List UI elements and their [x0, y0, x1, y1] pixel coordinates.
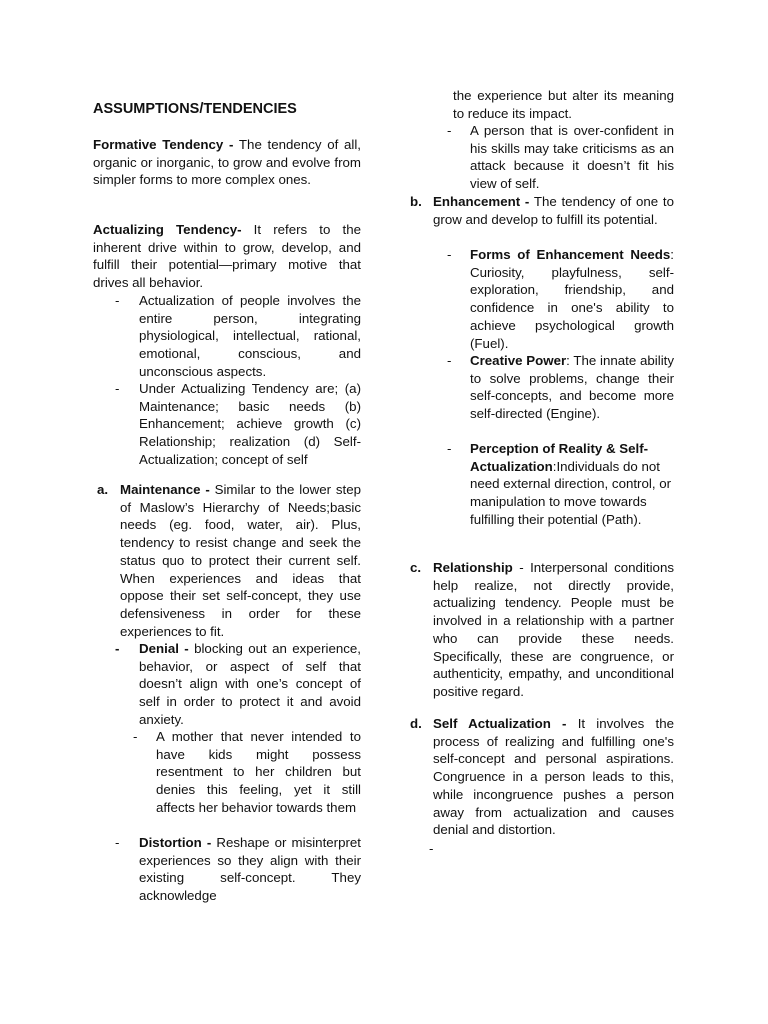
relationship-marker: c. [410, 560, 422, 575]
bullet-dash: - [447, 247, 452, 262]
relationship-text: - Interpersonal conditions help realize, not directly provide, actualizing tendency. People must be involved in a relationship with a partner who can provide these needs. Specifically, these are congruence, or authenticity, empathy, and unconditional positive regard. [433, 560, 674, 699]
formative-tendency-paragraph [93, 136, 361, 189]
relationship-text-block [433, 559, 674, 701]
bullet-dash: - [447, 123, 452, 138]
self-actualization-term: Self Actualization - [433, 716, 567, 731]
distortion-continuation: the experience but alter its meaning to reduce its impact. [453, 88, 674, 121]
maintenance-term: Maintenance - [120, 482, 210, 497]
distortion-term: Distortion - [139, 835, 212, 850]
bullet-dash: - [115, 835, 120, 850]
bullet-dash: - [115, 293, 120, 308]
maintenance-text: Similar to the lower step of Maslow’s Hierarchy of Needs;basic needs (eg. food, water, air). Plus, tendency to resist change and seek the status quo to protect their current self. When experiences and ideas that oppose their set self-concept, they use defensiveness in order for these experiences to fit. [120, 482, 361, 639]
distortion-example [447, 122, 674, 193]
forms-term: Forms of Enhancement Needs [470, 247, 671, 262]
enhancement-text-block [433, 193, 674, 228]
enhancement-bullet-perception [447, 440, 674, 529]
denial-item [115, 640, 361, 729]
maintenance-text-block [120, 481, 361, 640]
self-actualization-text-block [433, 715, 674, 839]
actualizing-tendency-paragraph [93, 221, 361, 292]
formative-text: The tendency of all, organic or inorganic, to grow and evolve from simpler forms to more complex ones. [93, 137, 361, 188]
creative-text-block [470, 352, 674, 423]
page-title: ASSUMPTIONS/TENDENCIES [93, 101, 297, 117]
distortion-item [115, 834, 361, 905]
forms-text-block [470, 246, 674, 352]
forms-text: : Curiosity, playfulness, self-exploration, friendship, and confidence in one's ability to achieve psychological growth (Fuel). [470, 247, 674, 351]
perception-text-block [470, 440, 674, 529]
enhancement-bullet-creative [447, 352, 674, 423]
enhancement-text: The tendency of one to grow and develop to fulfill its potential. [433, 194, 675, 227]
maintenance-item [97, 481, 361, 640]
perception-term: Perception of Reality & Self-Actualization [470, 441, 649, 474]
self-actualization-item [410, 715, 674, 839]
actualizing-bullet-1 [115, 292, 361, 381]
actualizing-term: Actualizing Tendency- [93, 222, 242, 237]
formative-term: Formative Tendency - [93, 137, 234, 152]
trailing-dash: - [429, 841, 434, 856]
denial-example [133, 728, 361, 817]
denial-text: blocking out an experience, behavior, or aspect of self that doesn’t align with one’s concept of self in order to protect it and avoid anxiety. [139, 641, 361, 727]
enhancement-marker: b. [410, 194, 422, 209]
distortion-example-text: A person that is over-confident in his skills may take criticisms as an attack because it doesn’t fit his view of self. [470, 123, 674, 192]
actualizing-bullet-1-text: Actualization of people involves the entire person, integrating physiological, intellectual, rational, emotional, conscious, and unconscious aspects. [139, 293, 361, 379]
self-actualization-text: It involves the process of realizing and fulfilling one's self-concept and personal aspirations. Congruence in a person leads to this, while incongruence pushes a person away from actualization and causes denial and distortion. [433, 716, 675, 838]
actualizing-text: It refers to the inherent drive within to grow, develop, and fulfill their potential—primary motive that drives all behavior. [93, 222, 362, 291]
actualizing-bullet-2-text: Under Actualizing Tendency are; (a) Maintenance; basic needs (b) Enhancement; achieve growth (c) Relationship; realization (d) Self-Actualization; concept of self [139, 381, 361, 467]
enhancement-item [410, 193, 674, 228]
relationship-term: Relationship [433, 560, 513, 575]
denial-term: Denial - [139, 641, 189, 656]
creative-text: : The innate ability to solve problems, change their self-concepts, and become more self-directed (Engine). [470, 353, 674, 422]
bullet-dash: - [447, 353, 452, 368]
denial-text-block [139, 640, 361, 729]
enhancement-bullet-forms [447, 246, 674, 352]
self-actualization-marker: d. [410, 716, 422, 731]
distortion-text-block [139, 834, 361, 905]
bullet-dash: - [115, 641, 120, 656]
perception-text: :Individuals do not need external direction, control, or manipulation to move towards fulfilling their potential (Path). [470, 458, 672, 527]
relationship-item [410, 559, 674, 701]
bullet-dash: - [115, 381, 120, 396]
bullet-dash: - [133, 729, 138, 744]
actualizing-bullet-2 [115, 380, 361, 469]
enhancement-term: Enhancement - [433, 194, 530, 209]
bullet-dash: - [447, 441, 452, 456]
denial-example-text: A mother that never intended to have kids might possess resentment to her children but denies this feeling, yet it still affects her behavior towards them [156, 729, 361, 815]
maintenance-marker: a. [97, 482, 109, 497]
distortion-text: Reshape or misinterpret experiences so they align with their existing self-concept. They acknowledge [139, 835, 361, 904]
creative-term: Creative Power [470, 353, 567, 368]
